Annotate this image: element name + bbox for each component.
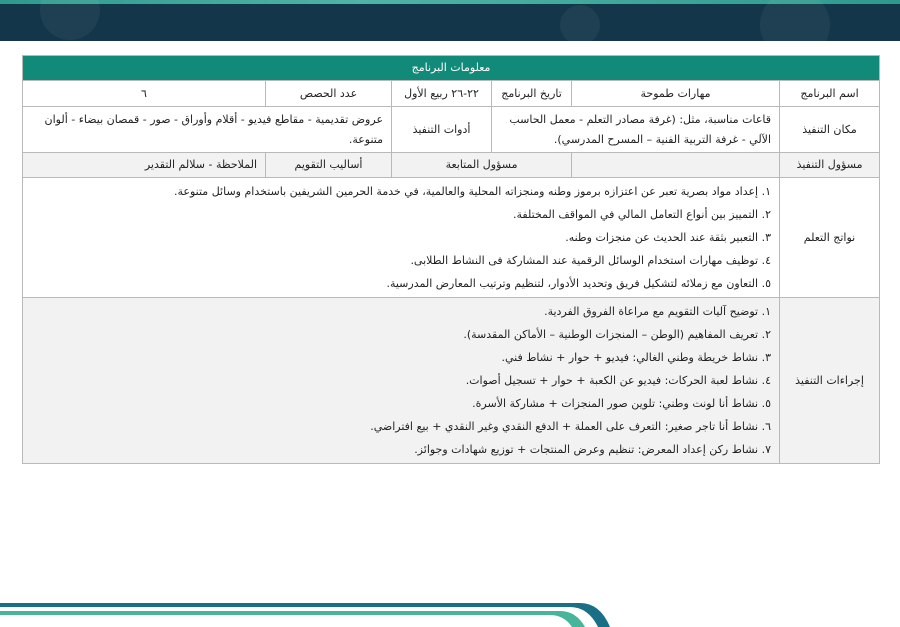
decor-bubble (760, 0, 830, 60)
list-item: ٤. توظيف مهارات استخدام الوسائل الرقمية عند المشاركة فى النشاط الطلابى. (410, 254, 772, 267)
procedures-list (31, 300, 771, 461)
location-label: مكان التنفيذ (780, 107, 880, 153)
list-item: ٥. التعاون مع زملائه لتشكيل فريق وتحديد الأدوار، لتنظيم وترتيب المعارض المدرسية. (386, 277, 772, 290)
sessions-label: عدد الحصص (266, 81, 392, 107)
program-date-label: تاريخ البرنامج (492, 81, 572, 107)
procedures-list-cell (23, 298, 780, 464)
sessions-value: ٦ (23, 81, 266, 107)
list-item: ٢. التمييز بين أنواع التعامل المالي في المواقف المختلفة. (513, 208, 772, 221)
assessment-label: أساليب التقويم (266, 153, 392, 178)
footer-wave-decoration (0, 597, 900, 627)
decor-bubble (40, 0, 100, 40)
assessment-value: الملاحظة - سلالم التقدير (23, 153, 266, 178)
executor-value (572, 153, 780, 178)
list-item: ٧. نشاط ركن إعداد المعرض: تنظيم وعرض المنتجات + توزيع شهادات وجوائز. (414, 443, 772, 456)
header-accent-strip (0, 0, 900, 4)
program-date-value: ٢٢-٢٦ ربيع الأول (392, 81, 492, 107)
location-value: قاعات مناسبة، مثل: (غرفة مصادر التعلم - معمل الحاسب الآلي - غرفة التربية الفنية – المسرح المدرسي). (492, 107, 780, 153)
followup-label: مسؤول المتابعة (392, 153, 572, 178)
list-item: ٢. تعريف المفاهيم (الوطن – المنجزات الوطنية – الأماكن المقدسة). (463, 328, 772, 341)
list-item: ١. إعداد مواد بصرية تعبر عن اعتزازه برموز وطنه ومنجزاته المحلية والعالمية، في خدمة الحرمين الشريفين باستخدام وسائل متنوعة. (174, 185, 772, 198)
list-item: ٤. نشاط لعبة الحركات: فيديو عن الكعبة + حوار + تسجيل أصوات. (465, 374, 772, 387)
executor-label: مسؤول التنفيذ (780, 153, 880, 178)
decor-bubble (560, 5, 600, 45)
list-item: ٣. التعبير بثقة عند الحديث عن منجزات وطنه. (565, 231, 772, 244)
list-item: ٥. نشاط أنا لونت وطني: تلوين صور المنجزات + مشاركة الأسرة. (472, 397, 772, 410)
outcomes-list (31, 180, 771, 295)
program-name-label: اسم البرنامج (780, 81, 880, 107)
outcomes-list-cell (23, 178, 780, 298)
list-item: ٣. نشاط خريطة وطني الغالي: فيديو + حوار + نشاط فني. (501, 351, 772, 364)
procedures-label: إجراءات التنفيذ (780, 298, 880, 464)
header-band (0, 0, 900, 41)
list-item: ٦. نشاط أنا تاجر صغير: التعرف على العملة + الدفع النقدي وغير النقدي + بيع افتراضي. (370, 420, 772, 433)
program-name-value: مهارات طموحة (572, 81, 780, 107)
list-item: ١. توضيح آليات التقويم مع مراعاة الفروق الفردية. (544, 305, 772, 318)
program-info-table (22, 55, 880, 464)
outcomes-label: نواتج التعلم (780, 178, 880, 298)
program-info-table-wrapper (22, 55, 879, 464)
tools-value: عروض تقديمية - مقاطع فيديو - أقلام وأوراق - صور - قمصان بيضاء - ألوان متنوعة. (23, 107, 392, 153)
table-title: معلومات البرنامج (23, 56, 880, 81)
tools-label: أدوات التنفيذ (392, 107, 492, 153)
